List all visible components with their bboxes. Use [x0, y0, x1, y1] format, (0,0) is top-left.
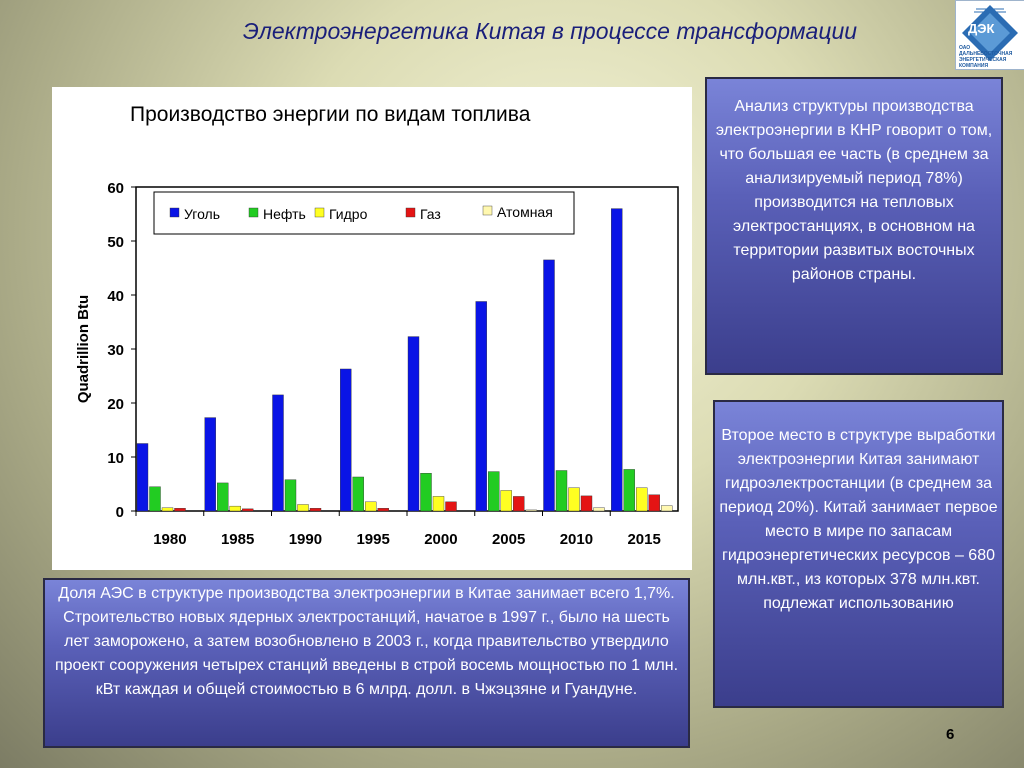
bar-Газ-1995	[378, 508, 389, 511]
x-tick-label: 1990	[288, 531, 323, 548]
bar-Гидро-2010	[569, 488, 580, 511]
y-tick-label: 40	[107, 288, 124, 305]
x-tick-label: 2005	[491, 531, 526, 548]
bar-Уголь-2015	[611, 209, 622, 511]
bar-Газ-2015	[649, 495, 660, 511]
bar-Гидро-1985	[230, 506, 241, 511]
info-box-nuclear: Доля АЭС в структуре производства электроэнергии в Китае занимает всего 1,7%. Строительство новых ядерных электростанций, начатое в 1997 г., было на шесть лет заморожено, а затем возобновлено в 2003 г., когда правительство утвердило проект сооружения четырех станций введены в строй восемь мощностью по 1 млн. кВт каждая и общей стоимостью в 6 млрд. долл. в Чжэцзяне и Гуандуне.	[43, 578, 690, 748]
y-tick-label: 0	[115, 504, 124, 521]
info-box-thermal: Анализ структуры производства электроэнергии в КНР говорит о том, что большая ее часть (в среднем за анализируемый период 78%) производится на тепловых электростанциях, в основном на территории развитых восточных районов страны.	[705, 77, 1003, 375]
plot-area	[136, 187, 678, 511]
bar-Газ-1980	[175, 508, 186, 511]
bar-Уголь-2005	[476, 301, 487, 511]
legend-label-Уголь: Уголь	[184, 206, 221, 222]
bar-Уголь-1995	[340, 369, 351, 511]
bar-Нефть-1980	[150, 487, 161, 511]
legend-label-Газ: Газ	[420, 206, 441, 222]
bar-Уголь-1980	[137, 444, 148, 512]
x-tick-label: 1995	[356, 531, 390, 548]
chart-title: Производство энергии по видам топлива	[130, 103, 531, 126]
info-box-hydro: Второе место в структуре выработки электроэнергии Китая занимают гидроэлектростанции (в среднем за период 20%). Китай занимает первое место в мире по запасам гидроэнергетических ресурсов – 680 млн.квт., из которых 378 млн.квт. подлежат использованию	[713, 400, 1004, 708]
bar-Уголь-2010	[544, 260, 555, 511]
bar-Газ-1985	[242, 509, 253, 511]
bar-Газ-2005	[513, 496, 524, 511]
energy-production-chart	[52, 87, 692, 570]
legend-label-Гидро: Гидро	[329, 206, 368, 222]
legend-swatch-Нефть	[249, 208, 258, 217]
bar-Нефть-2010	[556, 471, 567, 512]
bar-Нефть-2015	[624, 469, 635, 511]
slide-title: Электроэнергетика Китая в процессе трансформации	[242, 18, 858, 44]
y-tick-label: 20	[107, 396, 124, 413]
bar-Нефть-2000	[421, 473, 432, 511]
bar-Атомная-2015	[661, 506, 672, 511]
bar-Нефть-1985	[217, 483, 228, 511]
legend-swatch-Атомная	[483, 206, 492, 215]
bar-Уголь-1985	[205, 418, 216, 511]
bar-Газ-2010	[581, 496, 592, 511]
x-tick-label: 2000	[424, 531, 458, 548]
logo-text: ДЭК	[968, 21, 995, 36]
company-logo	[955, 0, 1024, 70]
bar-Гидро-2005	[501, 490, 512, 511]
bar-Атомная-2005	[526, 510, 537, 511]
bar-Газ-2000	[446, 502, 457, 511]
y-tick-label: 10	[107, 450, 124, 467]
y-axis-label: Quadrillion Btu	[75, 294, 92, 404]
y-tick-label: 50	[107, 234, 124, 251]
bar-Нефть-1995	[353, 477, 364, 511]
bar-Гидро-1980	[162, 508, 173, 511]
legend-swatch-Гидро	[315, 208, 324, 217]
x-tick-label: 1985	[220, 531, 255, 548]
bar-Гидро-1990	[298, 505, 309, 511]
bar-Гидро-2015	[636, 488, 647, 511]
bar-Нефть-1990	[285, 480, 296, 511]
bar-Гидро-1995	[365, 502, 376, 511]
chart-panel	[52, 87, 692, 570]
x-tick-label: 2010	[559, 531, 594, 548]
x-tick-label: 1980	[153, 531, 187, 548]
bar-Уголь-2000	[408, 337, 419, 511]
bar-Уголь-1990	[273, 395, 284, 511]
x-tick-label: 2015	[627, 531, 661, 548]
legend-label-Атомная: Атомная	[497, 204, 553, 220]
legend-swatch-Уголь	[170, 208, 179, 217]
legend-swatch-Газ	[406, 208, 415, 217]
legend-label-Нефть: Нефть	[263, 206, 306, 222]
y-tick-label: 60	[107, 180, 124, 197]
bar-Нефть-2005	[488, 472, 499, 511]
y-tick-label: 30	[107, 342, 124, 359]
bar-Атомная-2010	[594, 508, 605, 511]
logo-subtext: ОАО ДАЛЬНЕВОСТОЧНАЯ ЭНЕРГЕТИЧЕСКАЯ КОМПАНИЯ	[959, 45, 1013, 69]
bar-Газ-1990	[310, 508, 321, 511]
page-number: 6	[946, 726, 955, 743]
bar-Гидро-2000	[433, 496, 444, 511]
